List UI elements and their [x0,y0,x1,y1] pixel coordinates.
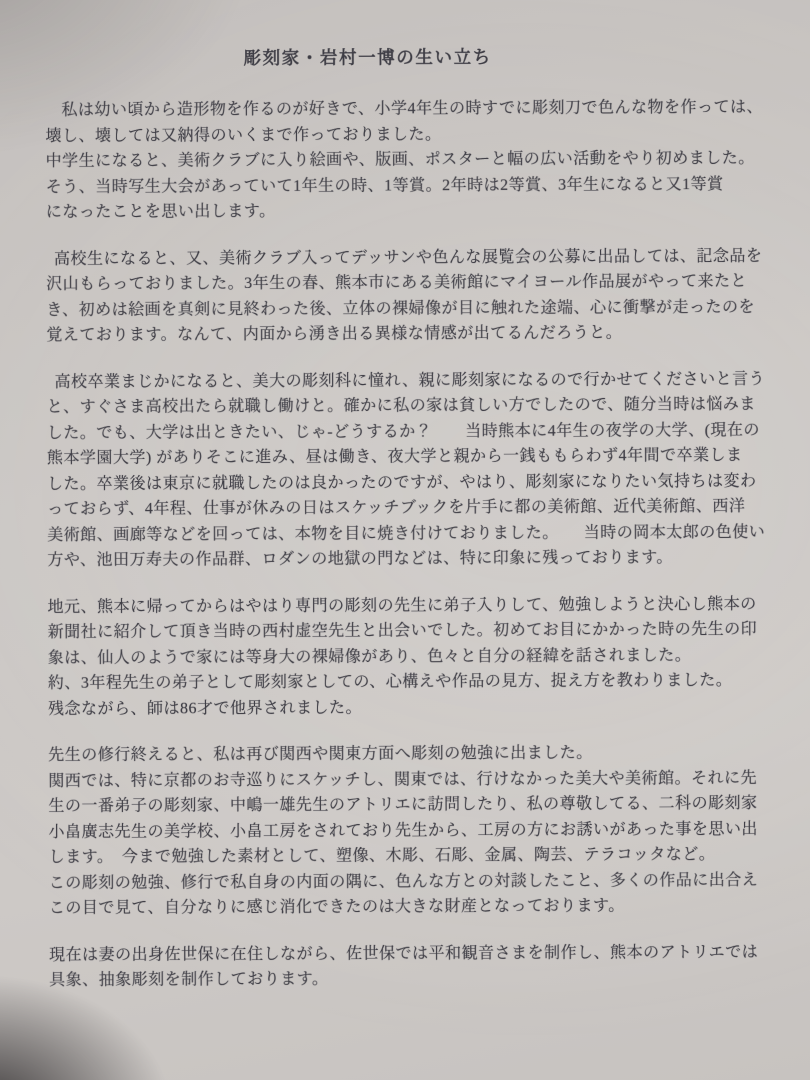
text-line: そう、当時写生大会があっていて1年生の時、1等賞。2年時は2等賞、3年生になると又1等賞 [45,175,724,196]
text-line: 象は、仙人のようで家には等身大の裸婦像があり、色々と自分の経緯を話されました。 [47,646,692,667]
text-line: 新聞社に紹介して頂き当時の西村虚空先生と出会いでした。初めてお目にかかった時の先生の印 [47,620,758,641]
text-line: 約、3年程先生の弟子として彫刻家としての、心構えや作品の見方、捉え方を教わりました。 [47,671,733,692]
text-line: 壊し、壊しては又納得のいくまで作っておりました。 [45,125,442,145]
text-line: します。 今まで勉強した素材として、塑像、木彫、石彫、金属、陶芸、テラコッタなど。 [48,845,716,866]
text-line: 熊本学園大学) がありそこに進み、昼は働き、夜大学と親から一銭ももらわず4年間で卒業しま [46,446,743,467]
text-line: 関西では、特に京都のお寺巡りにスケッチし、関東では、行けなかった美大や美術館。それに先 [48,769,758,790]
paragraph [47,366,783,573]
text-line: した。卒業後は東京に就職したのは良かったのですが、やはり、彫刻家になりたい気持ちは変わ [46,472,757,493]
page-title: 彫刻家・岩村一博の生い立ち [243,46,492,69]
paragraph [46,243,781,348]
text-line: 高校卒業まじかになると、美大の彫刻科に憧れ、親に彫刻家になるので行かせてくださいと言う [54,370,766,391]
text-line: 残念ながら、師は86才で他界されました。 [47,699,363,718]
text-line: 方や、池田万寿夫の作品群、ロダンの地獄の門などは、特に印象に残っております。 [47,549,673,569]
paragraph [49,939,784,993]
text-line: 小畠廣志先生の美学校、小畠工房をされており先生から、工房の方にお誘いがあった事を思い出 [48,820,758,841]
text-line: になったことを思い出します。 [45,202,276,221]
text-line: した。でも、大学は出ときたい、じゃ-どうするか？ 当時熊本に4年生の夜学の大学、(現在の [46,421,761,442]
text-line: この彫刻の勉強、修行で私自身の内面の隅に、色んな方との対談したこと、多くの作品に出合え [48,871,759,892]
text-line: 中学生になると、美術クラブに入り絵画や、版画、ポスターと幅の広い活動をやり初めました。 [45,149,755,170]
text-line: 美術館、画廊等などを回っては、本物を目に焼き付けておりました。 当時の岡本太郎の色使い [47,523,766,544]
text-line: 生の一番弟子の彫刻家、中嶋一雄先生のアトリエに訪問したり、私の尊敬してる、二科の彫刻家 [48,794,758,815]
text-line: 高校生になると、又、美術クラブ入ってデッサンや色んな展覧会の公募に出品しては、記念品を [54,247,763,268]
text-line: き、初めは絵画を真剣に見終わった後、立体の裸婦像が目に触れた途端、心に衝撃が走ったのを [46,298,755,319]
text-line: 沢山もらっておりました。3年生の春、熊本市にある美術館にマイヨール作品展がやって来たと [46,272,748,293]
text-line: 現在は妻の出身佐世保に在住しながら、佐世保では平和観音さまを制作し、熊本のアトリエでは [49,943,759,964]
paragraph [45,95,781,226]
text-line: 覚えております。なんて、内面から湧き出る異様な情感が出てるんだろうと。 [46,324,623,344]
text-line: 先生の修行終えると、私は再び関西や関東方面へ彫刻の勉強に出ました。 [48,744,593,764]
text-line: 私は幼い頃から造形物を作るのが好きで、小学4年生の時すでに彫刻刀で色んな物を作っては、 [61,98,764,119]
text-line: と、すぐさま高校出たら就職し働けと。確かに私の家は貧しい方でしたので、随分当時は悩みま [46,395,756,416]
text-line: 地元、熊本に帰ってからはやはり専門の彫刻の先生に弟子入りして、勉強しようと決心し熊本の [47,595,757,616]
paragraph [48,740,784,922]
document-body [45,95,784,994]
paragraph [48,591,784,722]
text-line: この目で見て、自分なりに感じ消化できたのは大きな財産となっております。 [48,897,625,917]
text-line: っておらず、4年程、仕事が休みの日はスケッチブックを片手に都の美術館、近代美術館、西洋 [47,497,746,518]
text-line: 具象、抽象彫刻を制作しております。 [49,970,329,989]
